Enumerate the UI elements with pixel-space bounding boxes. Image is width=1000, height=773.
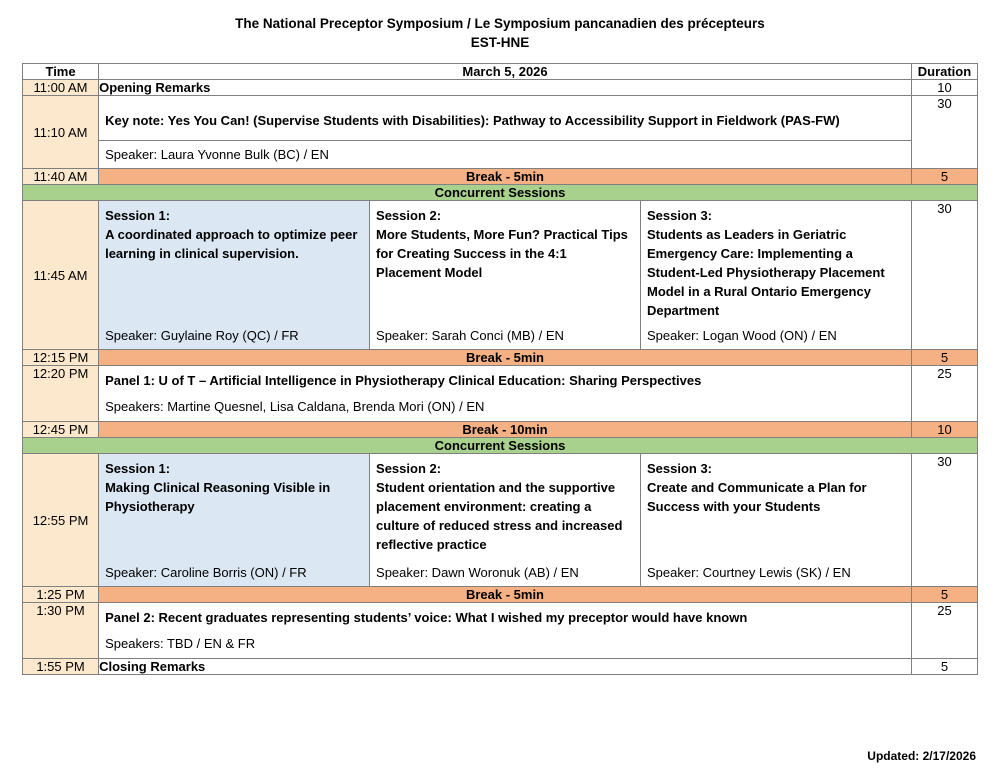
session-speaker: Speaker: Sarah Conci (MB) / EN: [376, 328, 564, 344]
row-duration: 30: [911, 454, 977, 587]
session-title: More Students, More Fun? Practical Tips for Creating Success in the 4:1 Placement Model: [376, 227, 628, 280]
table-row: [23, 454, 978, 587]
row-duration: 25: [911, 603, 977, 659]
concurrent-sessions-banner: Concurrent Sessions: [23, 185, 978, 201]
sessions-container: [99, 201, 911, 349]
table-header-row: [23, 64, 978, 80]
session-block: [370, 454, 641, 586]
row-duration: 5: [911, 169, 977, 185]
sessions-cell: [99, 454, 912, 587]
row-title: Opening Remarks: [99, 80, 912, 96]
row-duration: 5: [911, 659, 977, 675]
sessions-cell: [99, 201, 912, 350]
session-heading: Session 2:: [376, 461, 442, 477]
panel-speakers: Speakers: TBD / EN & FR: [105, 636, 256, 652]
keynote-cell: [99, 96, 912, 169]
concurrent-sessions-banner: Concurrent Sessions: [23, 438, 978, 454]
row-time: 1:55 PM: [23, 659, 99, 675]
row-duration: 30: [911, 96, 977, 169]
row-duration: 25: [911, 366, 977, 422]
table-row: [23, 438, 978, 454]
keynote-speaker: Speaker: Laura Yvonne Bulk (BC) / EN: [99, 140, 911, 168]
session-speaker: Speaker: Logan Wood (ON) / EN: [646, 328, 837, 344]
row-time: 12:20 PM: [23, 366, 99, 422]
row-time: 11:40 AM: [23, 169, 99, 185]
schedule-table: [22, 63, 978, 675]
table-row: [23, 350, 978, 366]
row-duration: 5: [911, 587, 977, 603]
session-speaker: Speaker: Dawn Woronuk (AB) / EN: [376, 565, 579, 581]
table-row: [23, 201, 978, 350]
header-duration: Duration: [911, 64, 977, 80]
row-duration: 5: [911, 350, 977, 366]
session-heading: Session 3:: [646, 461, 713, 477]
session-title: Making Clinical Reasoning Visible in Physiotherapy: [105, 480, 331, 515]
table-row: [23, 185, 978, 201]
row-time: 12:45 PM: [23, 422, 99, 438]
panel-title: Panel 2: Recent graduates representing students’ voice: What I wished my preceptor would have known: [105, 610, 748, 626]
keynote-title: Key note: Yes You Can! (Supervise Students with Disabilities): Pathway to Accessibility Support in Fieldwork (PAS-FW): [105, 113, 840, 129]
row-duration: 10: [911, 80, 977, 96]
session-heading: Session 1:: [105, 461, 171, 477]
table-row: [23, 169, 978, 185]
break-label: Break - 10min: [99, 422, 912, 438]
row-duration: 30: [911, 201, 977, 350]
session-title: Student orientation and the supportive placement environment: creating a culture of reduced stress and increased reflective practice: [376, 480, 623, 552]
break-label: Break - 5min: [99, 350, 912, 366]
row-time: 12:55 PM: [23, 454, 99, 587]
session-title: Create and Communicate a Plan for Success with your Students: [646, 480, 867, 515]
table-row: [23, 366, 978, 422]
row-time: 1:25 PM: [23, 587, 99, 603]
session-speaker: Speaker: Courtney Lewis (SK) / EN: [646, 565, 851, 581]
row-duration: 10: [911, 422, 977, 438]
session-heading: Session 2:: [376, 208, 442, 224]
session-speaker: Speaker: Guylaine Roy (QC) / FR: [105, 328, 299, 344]
panel-speakers: Speakers: Martine Quesnel, Lisa Caldana, Brenda Mori (ON) / EN: [105, 399, 485, 415]
table-row: [23, 80, 978, 96]
row-time: 1:30 PM: [23, 603, 99, 659]
break-label: Break - 5min: [99, 587, 912, 603]
table-row: [23, 659, 978, 675]
row-time: 11:00 AM: [23, 80, 99, 96]
table-row: [23, 96, 978, 169]
updated-stamp: Updated: 2/17/2026: [867, 749, 976, 763]
session-title: Students as Leaders in Geriatric Emergency Care: Implementing a Student-Led Physiotherapy Placement Model in a Rural Ontario Emergency Department: [646, 227, 885, 318]
session-speaker: Speaker: Caroline Borris (ON) / FR: [105, 565, 307, 581]
sessions-container: [99, 454, 911, 586]
break-label: Break - 5min: [99, 169, 912, 185]
session-heading: Session 3:: [646, 208, 713, 224]
table-row: [23, 587, 978, 603]
session-block: [99, 454, 370, 586]
header-date: March 5, 2026: [99, 64, 912, 80]
session-block: [99, 201, 370, 349]
session-block: [641, 454, 911, 586]
session-heading: Session 1:: [105, 208, 171, 224]
session-block: [641, 201, 911, 349]
row-time: 11:10 AM: [23, 96, 99, 169]
panel-cell: [99, 366, 912, 422]
document-subtitle: EST-HNE: [470, 35, 530, 51]
panel-cell: [99, 603, 912, 659]
row-time: 11:45 AM: [23, 201, 99, 350]
session-title: A coordinated approach to optimize peer learning in clinical supervision.: [105, 227, 358, 262]
session-block: [370, 201, 641, 349]
row-time: 12:15 PM: [23, 350, 99, 366]
panel-title: Panel 1: U of T – Artificial Intelligence in Physiotherapy Clinical Education: Sharing Perspectives: [105, 373, 702, 389]
header-time: Time: [23, 64, 99, 80]
table-row: [23, 603, 978, 659]
table-row: [23, 422, 978, 438]
row-title: Closing Remarks: [99, 659, 912, 675]
document-title: The National Preceptor Symposium / Le Symposium pancanadien des précepteurs: [235, 16, 765, 31]
